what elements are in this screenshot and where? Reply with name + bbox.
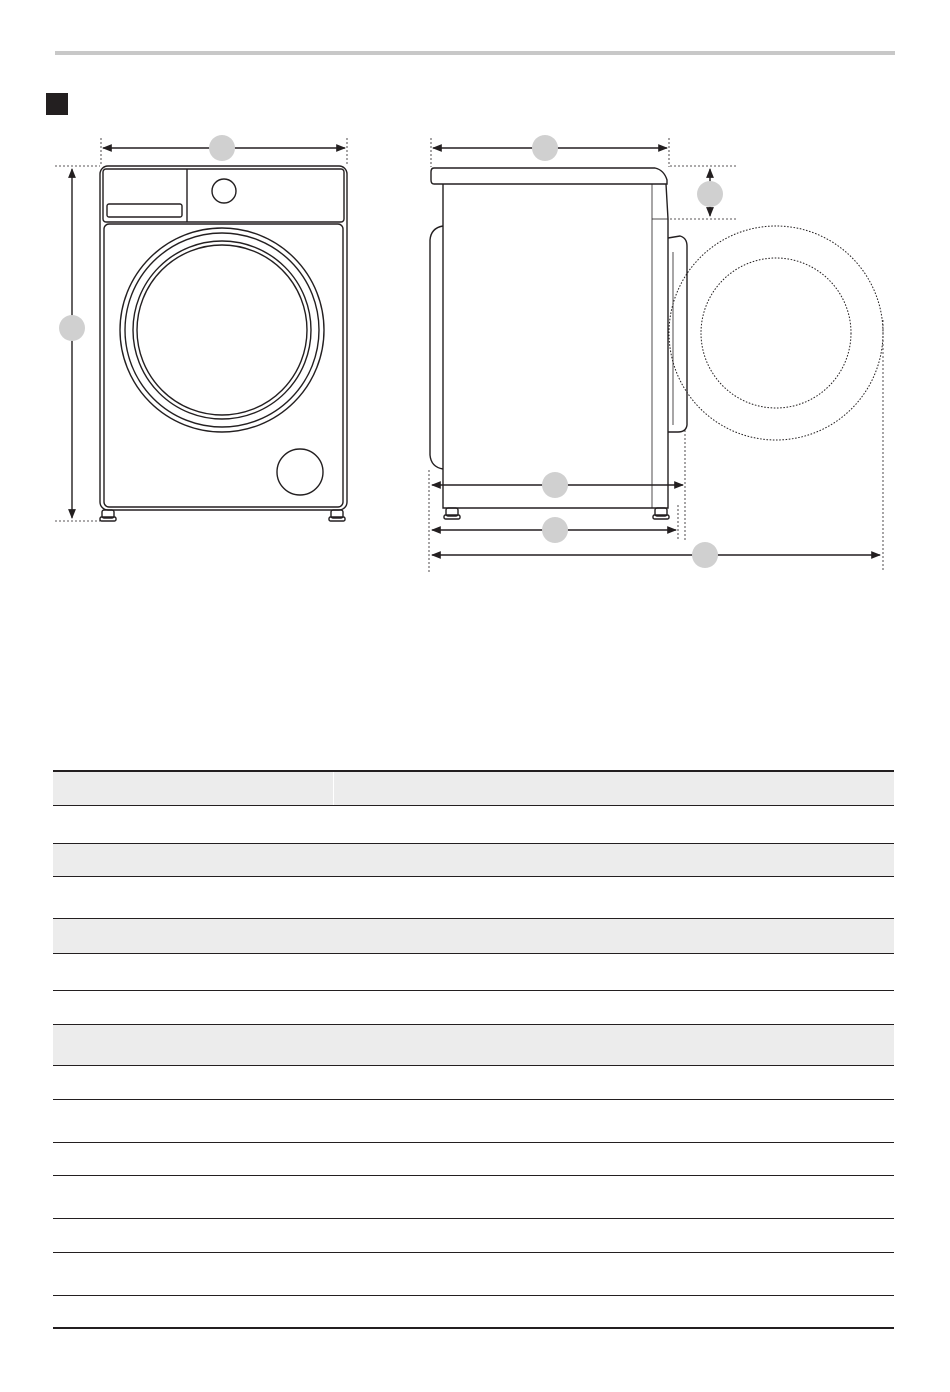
- row-label: [53, 1218, 334, 1252]
- table-row: [53, 876, 894, 918]
- control-panel: [103, 169, 344, 222]
- table-row: [53, 1065, 894, 1099]
- row-label: [53, 1099, 334, 1142]
- row-value: [334, 1295, 895, 1328]
- callout-side-base-depth: [542, 517, 568, 543]
- door-outer-ring: [120, 228, 324, 432]
- table-row: [53, 990, 894, 1024]
- door-glass: [133, 241, 311, 419]
- row-value: [334, 1252, 895, 1295]
- row-value: [334, 1024, 895, 1065]
- row-value: [334, 918, 895, 953]
- side-view: [429, 138, 883, 572]
- row-label: [53, 1252, 334, 1295]
- row-value: [334, 1099, 895, 1142]
- row-label: [53, 1142, 334, 1175]
- door-swing: [669, 226, 883, 440]
- row-label: [53, 805, 334, 843]
- table-row: [53, 1142, 894, 1175]
- row-label: [53, 1065, 334, 1099]
- row-label: [53, 771, 334, 805]
- side-extension-lines: [429, 138, 883, 572]
- row-value: [334, 1175, 895, 1218]
- callout-side-body-depth: [542, 472, 568, 498]
- callout-side-top-depth: [532, 135, 558, 161]
- table-row: [53, 1024, 894, 1065]
- program-knob: [212, 179, 236, 203]
- row-label: [53, 843, 334, 876]
- table-row: [53, 1295, 894, 1328]
- row-value: [334, 771, 895, 805]
- row-label: [53, 876, 334, 918]
- door-profile: [668, 236, 687, 432]
- row-label: [53, 918, 334, 953]
- side-body: [443, 184, 668, 508]
- row-value: [334, 1065, 895, 1099]
- row-label: [53, 1295, 334, 1328]
- table-row: [53, 1218, 894, 1252]
- table-row: [53, 1175, 894, 1218]
- table-row: [53, 918, 894, 953]
- table-row: [53, 843, 894, 876]
- row-label: [53, 953, 334, 990]
- rear-bulge: [430, 226, 443, 469]
- row-label: [53, 1175, 334, 1218]
- table-row: [53, 953, 894, 990]
- table-row: [53, 805, 894, 843]
- row-value: [334, 876, 895, 918]
- specifications-table: [53, 770, 894, 1329]
- detergent-drawer: [107, 204, 182, 217]
- row-label: [53, 990, 334, 1024]
- table-row: [53, 1099, 894, 1142]
- row-value: [334, 1142, 895, 1175]
- front-view: [55, 138, 347, 521]
- worktop: [431, 168, 667, 184]
- front-extension-lines: [55, 138, 347, 521]
- filter-cover: [277, 449, 323, 495]
- callout-door-open-depth: [692, 542, 718, 568]
- dimension-drawing: [0, 0, 950, 620]
- callout-top-panel-height: [697, 181, 723, 207]
- table-row: [53, 1252, 894, 1295]
- row-label: [53, 1024, 334, 1065]
- callout-front-width: [209, 135, 235, 161]
- row-value: [334, 1218, 895, 1252]
- callout-front-height: [59, 315, 85, 341]
- table-row: [53, 771, 894, 805]
- row-value: [334, 843, 895, 876]
- row-value: [334, 990, 895, 1024]
- row-value: [334, 953, 895, 990]
- row-value: [334, 805, 895, 843]
